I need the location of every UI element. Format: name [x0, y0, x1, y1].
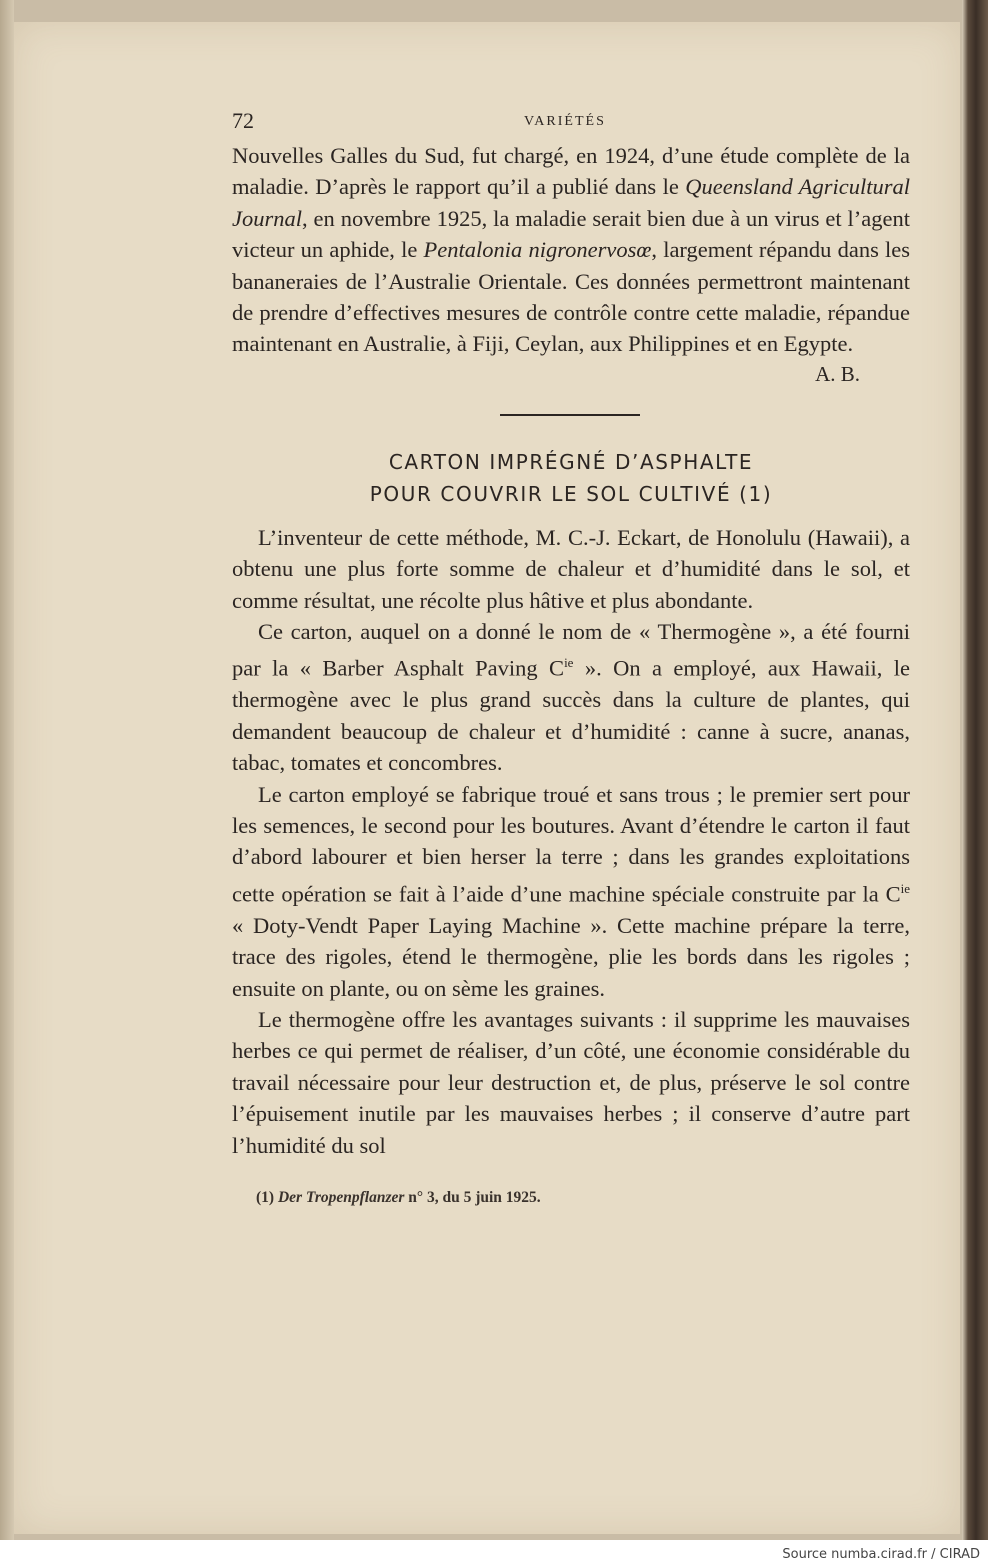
article-title-line1: CARTON IMPRÉGNÉ D’ASPHALTE — [388, 449, 754, 474]
article-paragraph-2 — [232, 616, 910, 779]
journal-name: Queensland Agricultural Journal — [232, 174, 910, 231]
para3-text-a: Le carton employé se fabrique troué et sans trous ; le premier sert pour les semences, le second pour les boutures. Avant d’étendre le carton il faut d’abord labourer et bien herser la terre ; dans les grandes exploitations cette opération se fait à l’aide d’une machine spéciale construite par la C — [232, 781, 910, 907]
para3-text-b: « Doty-Vendt Paper Laying Machine ». Cette machine prépare la terre, trace des rigoles, étend le thermogène, plie les bords dans les rigoles ; ensuite on plante, ou on sème les graines. — [232, 912, 910, 1001]
footnote-journal: Der Tropenpflanzer — [277, 1188, 405, 1206]
intro-text-2: , en novembre 1925, la maladie serait bien due à un virus et l’agent victeur un aphide, le — [232, 205, 910, 263]
article-paragraph-4: Le thermogène offre les avantages suivants : il supprime les mauvaises herbes ce qui permet de réaliser, d’un côté, une économie considérable du travail nécessaire pour leur destruction et, de plus, préserve le sol contre l’épuisement inutile par les mauvaises herbes ; il conserve d’autre part l’humidité du sol — [232, 1006, 910, 1158]
running-title: VARIÉTÉS — [524, 114, 606, 129]
para3-superscript: ie — [900, 880, 910, 896]
species-name: Pentalonia nigronervosœ — [423, 237, 652, 263]
para2-text-b: ». On a employé, aux Hawaii, le thermogène avec le plus grand succès dans la culture de plantes, qui demandent beaucoup de chaleur et d’humidité : canne à sucre, ananas, tabac, tomates et concombres. — [232, 655, 910, 776]
article-title-line2: POUR COUVRIR LE SOL CULTIVÉ (1) — [369, 481, 773, 506]
article-title — [232, 446, 910, 510]
author-signature: A. B. — [815, 361, 860, 386]
intro-text-3: , largement répandu dans les bananeraies de l’Australie Orientale. Ces données permettront maintenant de prendre d’effectives mesures de contrôle contre cette maladie, répandue maintenant en Australie, à Fiji, Ceylan, aux Philippines et en Egypte. — [232, 237, 910, 357]
section-divider — [500, 414, 640, 416]
source-credit: Source numba.cirad.fr / CIRAD — [782, 1547, 980, 1562]
para2-superscript: ie — [564, 655, 574, 671]
footnote-marker: (1) — [256, 1188, 278, 1206]
intro-paragraph — [232, 140, 910, 360]
footnote-text: n° 3, du 5 juin 1925. — [404, 1188, 541, 1206]
page-content — [232, 100, 910, 1207]
footnote — [232, 1189, 910, 1207]
running-header — [232, 100, 910, 140]
article-paragraph-3 — [232, 779, 910, 1004]
para2-text-a: Ce carton, auquel on a donné le nom de « Thermogène », a été fourni par la « Barber Asphalt Paving C — [232, 619, 910, 681]
article-paragraph-1: L’inventeur de cette méthode, M. C.-J. Eckart, de Honolulu (Hawaii), a obtenu une plus forte somme de chaleur et d’humidité dans le sol, et comme résultat, une récolte plus hâtive et plus abondante. — [232, 524, 910, 613]
intro-text-1: Nouvelles Galles du Sud, fut chargé, en 1924, d’une étude complète de la maladie. D’après le rapport qu’il a publié dans le — [232, 143, 910, 200]
page-left-edge — [0, 0, 14, 1540]
book-spine-edge — [962, 0, 988, 1540]
page-number: 72 — [232, 108, 254, 133]
